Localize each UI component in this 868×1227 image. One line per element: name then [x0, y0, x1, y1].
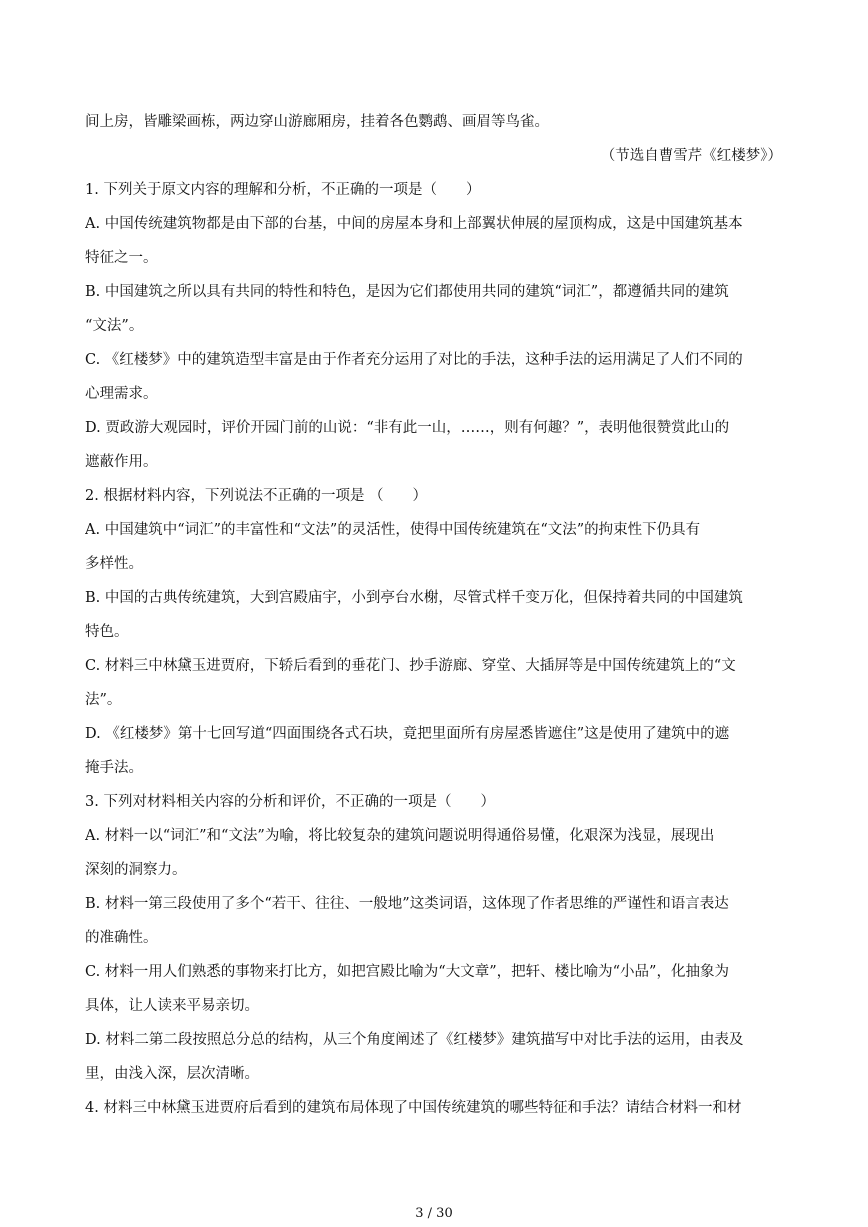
text-line: 间上房，皆雕梁画栋，两边穿山游廊厢房，挂着各色鹦鹉、画眉等鸟雀。	[85, 114, 549, 130]
q3-option-d-cont: 里，由浅入深，层次清晰。	[85, 1066, 259, 1082]
q3-option-c: C. 材料一用人们熟悉的事物来打比方，如把宫殿比喻为“大文章”，把轩、楼比喻为“小品”，化抽象为	[85, 964, 729, 980]
question-3-stem: 3. 下列对材料相关内容的分析和评价，不正确的一项是（ ）	[85, 794, 495, 810]
q3-option-a-cont: 深刻的洞察力。	[85, 862, 187, 878]
q1-option-a: A. 中国传统建筑物都是由下部的台基，中间的房屋本身和上部翼状伸展的屋顶构成，这是中国建筑基本	[85, 216, 743, 232]
q2-option-b-cont: 特色。	[85, 624, 129, 640]
q2-option-a-cont: 多样性。	[85, 556, 143, 572]
q3-option-b: B. 材料一第三段使用了多个“若干、往往、一般地”这类词语，这体现了作者思维的严谨性和语言表达	[85, 896, 729, 912]
question-2-stem: 2. 根据材料内容，下列说法不正确的一项是 （ ）	[85, 488, 428, 504]
q2-option-a: A. 中国建筑中“词汇”的丰富性和“文法”的灵活性，使得中国传统建筑在“文法”的拘束性下仍具有	[85, 522, 701, 538]
source-citation: （节选自曹雪芹《红楼梦》）	[600, 148, 782, 164]
q2-option-d: D. 《红楼梦》第十七回写道“四面围绕各式石块，竟把里面所有房屋悉皆遮住”这是使用了建筑中的遮	[85, 726, 730, 742]
q1-option-c: C. 《红楼梦》中的建筑造型丰富是由于作者充分运用了对比的手法，这种手法的运用满足了人们不同的	[85, 352, 743, 368]
q2-option-c: C. 材料三中林黛玉进贾府，下轿后看到的垂花门、抄手游廊、穿堂、大插屏等是中国传统建筑上的“文	[85, 658, 736, 674]
q1-option-a-cont: 特征之一。	[85, 250, 158, 266]
q2-option-b: B. 中国的古典传统建筑，大到宫殿庙宇，小到亭台水榭，尽管式样千变万化，但保持着共同的中国建筑	[85, 590, 743, 606]
q1-option-b-cont: “文法”。	[85, 318, 144, 334]
q3-option-d: D. 材料二第二段按照总分总的结构，从三个角度阐述了《红楼梦》建筑描写中对比手法的运用，由表及	[85, 1032, 744, 1048]
q3-option-b-cont: 的准确性。	[85, 930, 158, 946]
q1-option-b: B. 中国建筑之所以具有共同的特性和特色，是因为它们都使用共同的建筑“词汇”，都遵循共同的建筑	[85, 284, 729, 300]
q1-option-d-cont: 遮蔽作用。	[85, 454, 158, 470]
q3-option-a: A. 材料一以“词汇”和“文法”为喻，将比较复杂的建筑问题说明得通俗易懂，化艰深为浅显，展现出	[85, 828, 715, 844]
question-1-stem: 1. 下列关于原文内容的理解和分析，不正确的一项是（ ）	[85, 182, 481, 198]
page-number: 3 / 30	[415, 1206, 453, 1221]
q3-option-c-cont: 具体，让人读来平易亲切。	[85, 998, 259, 1014]
q2-option-d-cont: 掩手法。	[85, 760, 143, 776]
q1-option-d: D. 贾政游大观园时，评价开园门前的山说：“非有此一山，……，则有何趣？”，表明他很赞赏此山的	[85, 420, 730, 436]
question-4-stem: 4. 材料三中林黛玉进贾府后看到的建筑布局体现了中国传统建筑的哪些特征和手法？请结合材料一和材	[85, 1100, 742, 1116]
q1-option-c-cont: 心理需求。	[85, 386, 158, 402]
q2-option-c-cont: 法”。	[85, 692, 122, 708]
